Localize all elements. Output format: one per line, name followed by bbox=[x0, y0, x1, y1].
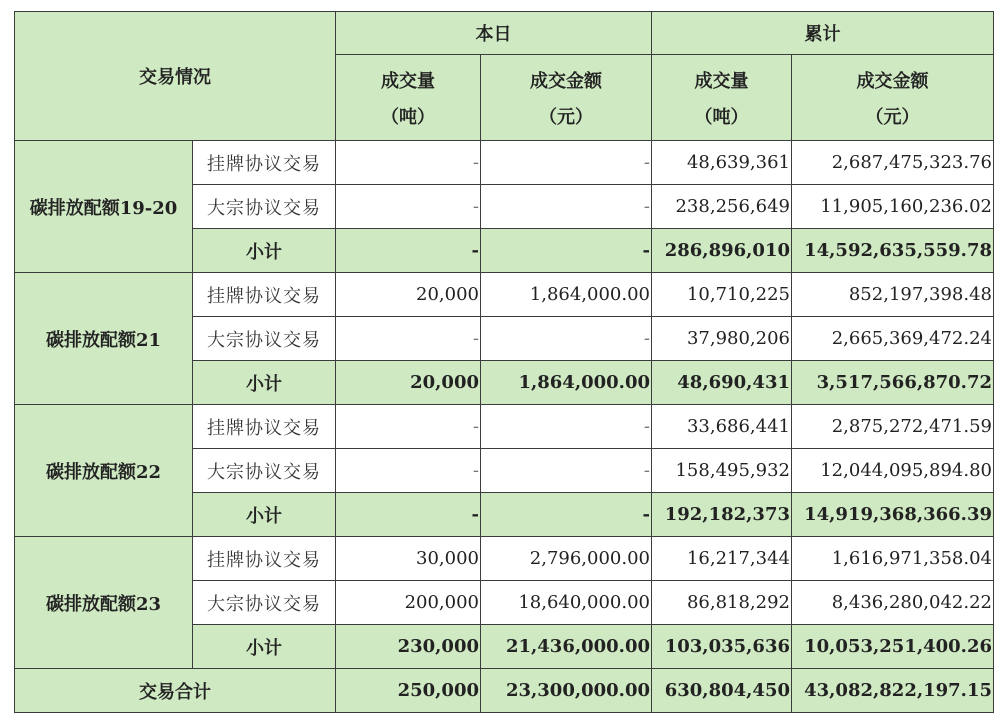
trade-type-cell bbox=[193, 581, 336, 625]
today-volume-cell bbox=[336, 317, 481, 361]
cum-amount: 14,919,368,366.39 bbox=[804, 504, 992, 525]
cum-amount-cell bbox=[792, 317, 994, 361]
group-name-cell bbox=[15, 273, 193, 405]
cum-amount-cell bbox=[792, 405, 994, 449]
corner-label: 交易情况 bbox=[139, 67, 211, 88]
cum-amount-cell bbox=[792, 625, 994, 669]
today-amount: 1,864,000.00 bbox=[518, 372, 650, 393]
total-today-volume-cell bbox=[336, 669, 481, 713]
today-volume-cell bbox=[336, 449, 481, 493]
trade-type: 大宗协议交易 bbox=[207, 461, 321, 483]
today-amount: 18,640,000.00 bbox=[518, 592, 650, 613]
cum-volume: 10,710,225 bbox=[686, 284, 790, 305]
total-cum-amount: 43,082,822,197.15 bbox=[804, 680, 992, 701]
cum-volume-cell bbox=[652, 317, 792, 361]
cum-amount-cell bbox=[792, 449, 994, 493]
cum-amount-cell bbox=[792, 185, 994, 229]
total-cum-volume: 630,804,450 bbox=[664, 680, 790, 701]
today-volume: - bbox=[472, 460, 479, 481]
today-amount: - bbox=[642, 240, 650, 261]
today-amount: - bbox=[643, 460, 650, 481]
cum-amount-label: 成交金额 bbox=[856, 70, 929, 92]
cum-amount-cell bbox=[792, 581, 994, 625]
today-volume-cell bbox=[336, 405, 481, 449]
cum-volume-cell bbox=[652, 493, 792, 537]
trade-type-cell bbox=[193, 273, 336, 317]
today-amount-label: 成交金额 bbox=[530, 70, 602, 92]
today-amount-cell bbox=[481, 449, 652, 493]
trade-type: 大宗协议交易 bbox=[207, 197, 321, 219]
cum-volume: 48,690,431 bbox=[677, 372, 790, 393]
cumulative-group-label: 累计 bbox=[804, 24, 841, 45]
subtotal-label-cell bbox=[193, 493, 336, 537]
total-today-amount: 23,300,000.00 bbox=[505, 680, 650, 701]
total-label-cell bbox=[15, 669, 336, 713]
cum-volume-cell bbox=[652, 229, 792, 273]
today-volume: - bbox=[472, 416, 479, 437]
today-amount-cell bbox=[481, 317, 652, 361]
today-amount-cell bbox=[481, 625, 652, 669]
today-volume-label: 成交量 bbox=[381, 70, 435, 92]
group-name: 碳排放配额22 bbox=[45, 461, 162, 483]
today-amount: - bbox=[643, 196, 650, 217]
total-row bbox=[15, 669, 994, 713]
total-cum-volume-cell bbox=[652, 669, 792, 713]
cum-volume-cell bbox=[652, 625, 792, 669]
today-volume: - bbox=[471, 504, 479, 525]
today-amount-cell bbox=[481, 581, 652, 625]
table-row bbox=[15, 405, 994, 449]
group-name-cell bbox=[15, 537, 193, 669]
today-volume-cell bbox=[336, 273, 481, 317]
today-amount-cell bbox=[481, 273, 652, 317]
cum-amount: 852,197,398.48 bbox=[848, 284, 992, 305]
total-cum-amount-cell bbox=[792, 669, 994, 713]
group-name: 碳排放配额21 bbox=[45, 329, 162, 351]
cum-amount: 11,905,160,236.02 bbox=[820, 196, 992, 217]
cum-amount: 8,436,280,042.22 bbox=[831, 592, 992, 613]
today-volume-cell bbox=[336, 361, 481, 405]
cum-volume: 16,217,344 bbox=[686, 548, 790, 569]
cum-volume-unit: （吨） bbox=[694, 106, 749, 128]
today-volume: - bbox=[471, 240, 479, 261]
table-row bbox=[15, 537, 994, 581]
today-volume: 230,000 bbox=[397, 636, 479, 657]
cum-amount-unit: （元） bbox=[865, 106, 920, 128]
subtotal-label-cell bbox=[193, 229, 336, 273]
trade-type: 大宗协议交易 bbox=[207, 593, 321, 615]
cum-volume-cell bbox=[652, 141, 792, 185]
cum-amount-cell bbox=[792, 229, 994, 273]
cum-volume-cell bbox=[652, 581, 792, 625]
today-amount-cell bbox=[481, 493, 652, 537]
trade-type-cell bbox=[193, 405, 336, 449]
trade-type: 挂牌协议交易 bbox=[207, 417, 321, 439]
trade-type: 挂牌协议交易 bbox=[207, 153, 321, 175]
today-volume: 200,000 bbox=[404, 592, 479, 613]
trade-type: 挂牌协议交易 bbox=[207, 549, 321, 571]
cum-amount: 2,875,272,471.59 bbox=[831, 416, 992, 437]
cum-volume-cell bbox=[652, 273, 792, 317]
header-row-1 bbox=[15, 12, 994, 55]
today-group-label: 本日 bbox=[475, 24, 512, 45]
cum-amount: 12,044,095,894.80 bbox=[820, 460, 992, 481]
subtotal-label-cell bbox=[193, 625, 336, 669]
cum-volume-cell bbox=[652, 537, 792, 581]
corner-header bbox=[15, 12, 336, 141]
cum-volume: 37,980,206 bbox=[686, 328, 790, 349]
cum-volume-header bbox=[652, 55, 792, 141]
today-volume-cell bbox=[336, 493, 481, 537]
cum-volume: 192,182,373 bbox=[664, 504, 790, 525]
today-volume: 30,000 bbox=[416, 548, 479, 569]
cum-amount: 2,687,475,323.76 bbox=[831, 152, 992, 173]
today-volume-cell bbox=[336, 141, 481, 185]
today-amount: 21,436,000.00 bbox=[505, 636, 650, 657]
cum-amount-cell bbox=[792, 493, 994, 537]
cum-volume-cell bbox=[652, 405, 792, 449]
cum-amount: 2,665,369,472.24 bbox=[831, 328, 992, 349]
trade-type-cell bbox=[193, 185, 336, 229]
cum-volume-label: 成交量 bbox=[694, 70, 749, 92]
cum-volume-cell bbox=[652, 361, 792, 405]
today-amount: - bbox=[643, 416, 650, 437]
table-row bbox=[15, 141, 994, 185]
trade-type-cell bbox=[193, 141, 336, 185]
today-volume: 20,000 bbox=[416, 284, 479, 305]
today-volume-cell bbox=[336, 625, 481, 669]
today-volume: - bbox=[472, 196, 479, 217]
trade-type-cell bbox=[193, 449, 336, 493]
total-label: 交易合计 bbox=[139, 681, 211, 703]
group-name-cell bbox=[15, 141, 193, 273]
today-amount-unit: （元） bbox=[539, 106, 593, 128]
today-volume: - bbox=[472, 152, 479, 173]
cum-amount-cell bbox=[792, 537, 994, 581]
today-amount: 1,864,000.00 bbox=[529, 284, 650, 305]
cum-amount: 3,517,566,870.72 bbox=[816, 372, 992, 393]
today-amount-cell bbox=[481, 185, 652, 229]
subtotal-label: 小计 bbox=[246, 241, 282, 263]
trade-summary-table bbox=[14, 11, 994, 713]
cum-amount: 1,616,971,358.04 bbox=[831, 548, 992, 569]
today-volume-cell bbox=[336, 229, 481, 273]
total-today-volume: 250,000 bbox=[397, 680, 479, 701]
today-amount-cell bbox=[481, 537, 652, 581]
cum-amount-cell bbox=[792, 361, 994, 405]
total-today-amount-cell bbox=[481, 669, 652, 713]
today-amount: 2,796,000.00 bbox=[529, 548, 650, 569]
group-name: 碳排放配额23 bbox=[45, 593, 162, 615]
cum-volume: 158,495,932 bbox=[675, 460, 790, 481]
cum-volume: 86,818,292 bbox=[686, 592, 790, 613]
trade-type-cell bbox=[193, 537, 336, 581]
cum-volume: 33,686,441 bbox=[686, 416, 790, 437]
today-volume: - bbox=[472, 328, 479, 349]
today-amount-cell bbox=[481, 229, 652, 273]
trade-type: 挂牌协议交易 bbox=[207, 285, 321, 307]
cum-volume: 48,639,361 bbox=[686, 152, 790, 173]
subtotal-label: 小计 bbox=[246, 373, 282, 395]
today-amount-header bbox=[481, 55, 652, 141]
today-volume: 20,000 bbox=[410, 372, 479, 393]
cum-volume: 103,035,636 bbox=[664, 636, 790, 657]
today-group-header bbox=[336, 12, 652, 55]
cum-volume: 238,256,649 bbox=[675, 196, 790, 217]
today-volume-unit: （吨） bbox=[381, 106, 435, 128]
today-amount-cell bbox=[481, 141, 652, 185]
subtotal-label: 小计 bbox=[246, 637, 282, 659]
today-amount-cell bbox=[481, 405, 652, 449]
cumulative-group-header bbox=[652, 12, 994, 55]
today-amount: - bbox=[643, 328, 650, 349]
trade-type-cell bbox=[193, 317, 336, 361]
today-volume-cell bbox=[336, 185, 481, 229]
cum-amount-cell bbox=[792, 141, 994, 185]
today-volume-header bbox=[336, 55, 481, 141]
today-amount: - bbox=[642, 504, 650, 525]
trade-type: 大宗协议交易 bbox=[207, 329, 321, 351]
table-row bbox=[15, 273, 994, 317]
group-name: 碳排放配额19-20 bbox=[29, 197, 178, 219]
today-amount-cell bbox=[481, 361, 652, 405]
cum-amount: 14,592,635,559.78 bbox=[804, 240, 992, 261]
cum-amount-header bbox=[792, 55, 994, 141]
cum-volume: 286,896,010 bbox=[664, 240, 790, 261]
cum-amount-cell bbox=[792, 273, 994, 317]
today-amount: - bbox=[643, 152, 650, 173]
cum-volume-cell bbox=[652, 449, 792, 493]
subtotal-label-cell bbox=[193, 361, 336, 405]
group-name-cell bbox=[15, 405, 193, 537]
today-volume-cell bbox=[336, 537, 481, 581]
today-volume-cell bbox=[336, 581, 481, 625]
cum-volume-cell bbox=[652, 185, 792, 229]
subtotal-label: 小计 bbox=[246, 505, 282, 527]
cum-amount: 10,053,251,400.26 bbox=[804, 636, 992, 657]
